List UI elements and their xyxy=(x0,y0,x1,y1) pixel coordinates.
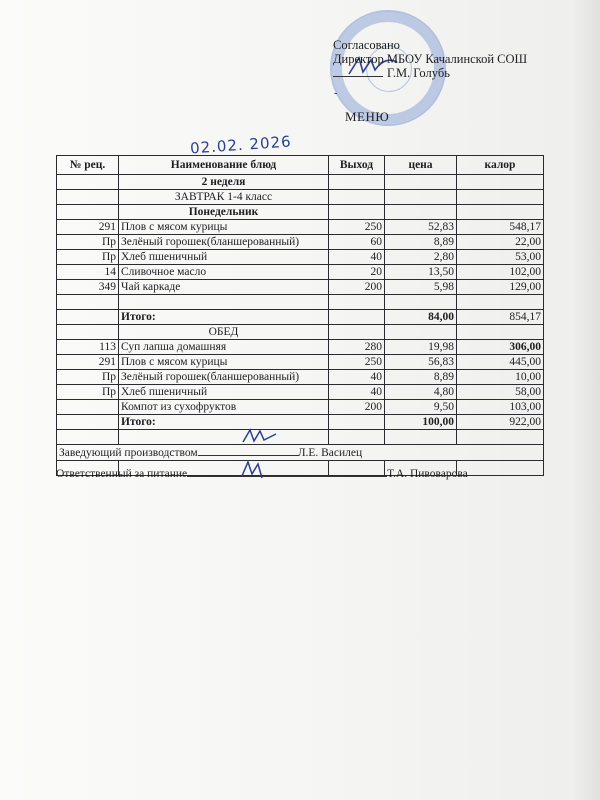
manager-signature xyxy=(240,426,280,448)
total-price: 100,00 xyxy=(385,415,457,430)
header-kcal: калор xyxy=(457,156,544,175)
day-row xyxy=(57,205,544,220)
dash-mark: - xyxy=(334,88,338,99)
total-row xyxy=(57,310,544,325)
breakfast-label: ЗАВТРАК 1-4 класс xyxy=(119,190,329,205)
table-row: 291 Плов с мясом курицы 250 56,83 445,00 xyxy=(57,355,544,370)
table-row: Пр Зелёный горошек(бланшерованный) 40 8,89 10,00 xyxy=(57,370,544,385)
manager-name: Л.Е. Василец xyxy=(297,447,363,459)
week-row xyxy=(57,175,544,190)
total-label: Итого: xyxy=(119,310,329,325)
signature-line xyxy=(333,76,383,77)
header-row xyxy=(57,156,544,175)
table-row: Компот из сухофруктов 200 9,50 103,00 xyxy=(57,400,544,415)
day-label: Понедельник xyxy=(119,205,329,220)
header-output: Выход xyxy=(329,156,385,175)
manager-label: Заведующий производством xyxy=(59,447,198,459)
responsible-label: Ответственный за питание xyxy=(56,468,188,480)
total-price: 84,00 xyxy=(385,310,457,325)
meal-row xyxy=(57,325,544,340)
header-price: цена xyxy=(385,156,457,175)
meal-row xyxy=(57,190,544,205)
lunch-label: ОБЕД xyxy=(119,325,329,340)
header-name: Наименование блюд xyxy=(119,156,329,175)
table-row: 291 Плов с мясом курицы 250 52,83 548,17 xyxy=(57,220,544,235)
approval-line-1: Согласовано xyxy=(333,38,400,52)
header-num: № рец. xyxy=(57,156,119,175)
responsible-signature-line xyxy=(187,466,387,477)
table-row: Пр Зелёный горошек(бланшерованный) 60 8,89 22,00 xyxy=(57,235,544,250)
empty-row xyxy=(57,295,544,310)
table-row: 113 Суп лапша домашняя 280 19,98 306,00 xyxy=(57,340,544,355)
responsible-name: Т.А. Пивоварова xyxy=(387,468,468,480)
handwritten-date: 02.02. 2026 xyxy=(189,132,293,158)
approval-line-2: Директор МБОУ Качалинской СОШ xyxy=(333,52,528,66)
approval-line-3: Г.М. Голубь xyxy=(387,66,450,80)
week-label: 2 неделя xyxy=(119,175,329,190)
paper-shadow xyxy=(572,0,600,800)
menu-table xyxy=(56,155,544,476)
table-row: Пр Хлеб пшеничный 40 4,80 58,00 xyxy=(57,385,544,400)
table-row: 14 Сливочное масло 20 13,50 102,00 xyxy=(57,265,544,280)
manager-row xyxy=(57,445,544,461)
total-kcal: 922,00 xyxy=(457,415,544,430)
page-title: МЕНЮ xyxy=(345,109,390,124)
total-row xyxy=(57,415,544,430)
empty-row xyxy=(57,430,544,445)
approval-block xyxy=(333,38,527,80)
total-kcal: 854,17 xyxy=(457,310,544,325)
total-label: Итого: xyxy=(119,415,329,430)
table-row: Пр Хлеб пшеничный 40 2,80 53,00 xyxy=(57,250,544,265)
table-row: 349 Чай каркаде 200 5,98 129,00 xyxy=(57,280,544,295)
responsible-signature xyxy=(236,458,276,480)
